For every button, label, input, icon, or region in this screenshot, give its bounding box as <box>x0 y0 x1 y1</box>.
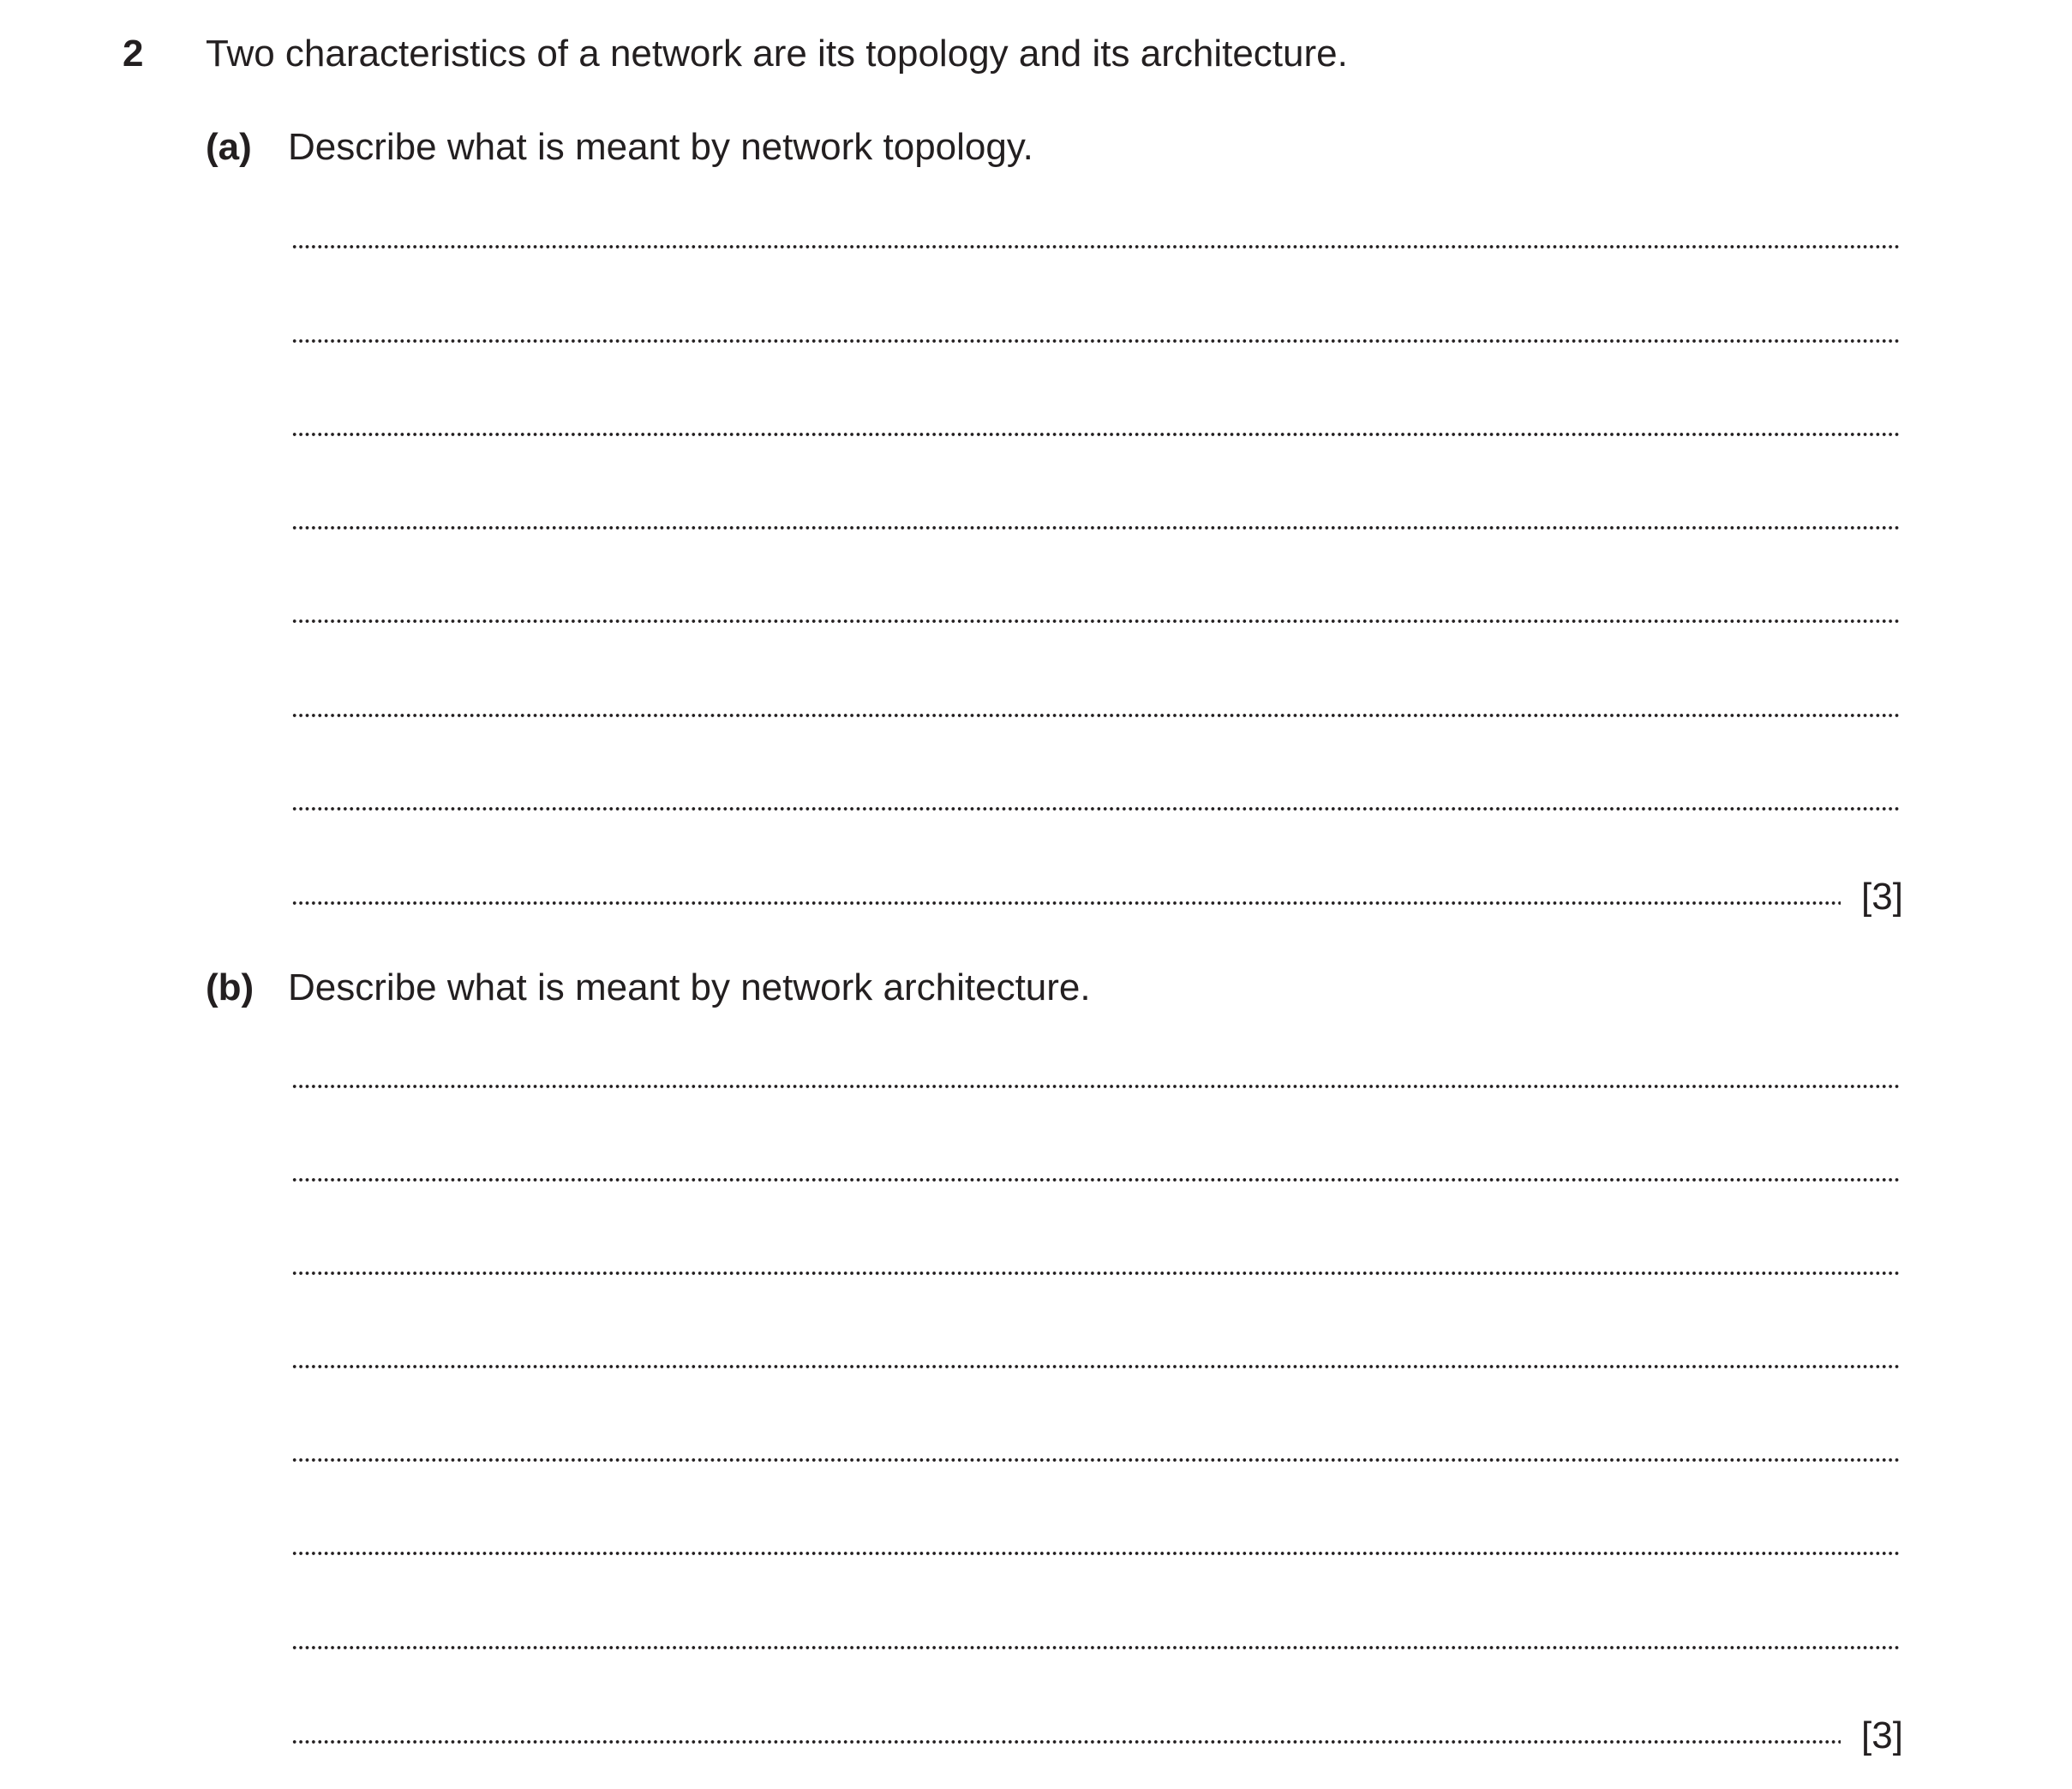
answer-line[interactable] <box>291 339 1901 343</box>
answer-line[interactable] <box>291 1646 1901 1649</box>
question-stem: Two characteristics of a network are its topology and its architecture. <box>206 33 1348 75</box>
answer-line[interactable] <box>291 1085 1901 1088</box>
part-a-prompt: Describe what is meant by network topology. <box>288 126 1033 168</box>
part-b-marks: [3] <box>1861 1714 1903 1756</box>
part-b-prompt: Describe what is meant by network architecture. <box>288 966 1091 1008</box>
part-a-marks: [3] <box>1861 876 1903 918</box>
part-a-label: (a) <box>206 126 252 168</box>
answer-line[interactable] <box>291 1271 1901 1275</box>
answer-line[interactable] <box>291 1552 1901 1555</box>
answer-line[interactable] <box>291 1458 1901 1462</box>
answer-line[interactable] <box>291 714 1901 717</box>
answer-line[interactable] <box>291 1365 1901 1368</box>
answer-line[interactable] <box>291 526 1901 530</box>
answer-line[interactable] <box>291 619 1901 623</box>
answer-line[interactable] <box>291 1740 1841 1744</box>
answer-line[interactable] <box>291 245 1901 248</box>
answer-line[interactable] <box>291 807 1901 811</box>
answer-line[interactable] <box>291 901 1841 905</box>
question-number: 2 <box>123 33 144 75</box>
answer-line[interactable] <box>291 1178 1901 1182</box>
answer-line[interactable] <box>291 433 1901 436</box>
part-b-label: (b) <box>206 966 255 1008</box>
